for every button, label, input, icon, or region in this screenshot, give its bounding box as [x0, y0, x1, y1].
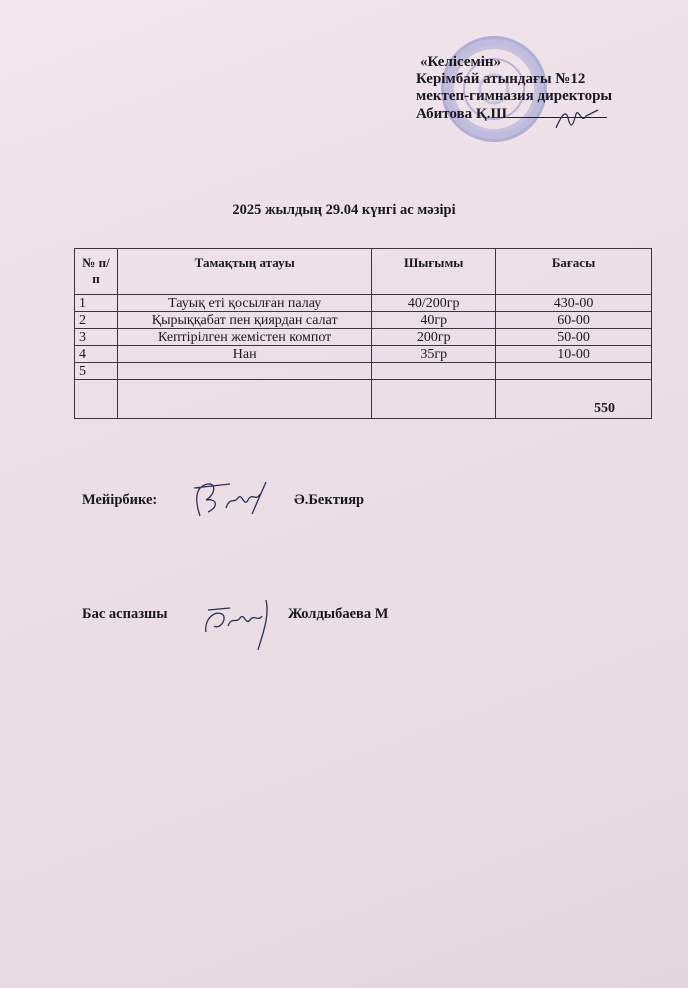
cell-yield: 40/200гр: [372, 295, 496, 312]
nurse-signature: [186, 478, 278, 522]
table-row: [75, 346, 652, 363]
table-row: [75, 295, 652, 312]
cell-num: 2: [75, 312, 118, 329]
nurse-name: Ә.Бектияр: [294, 492, 365, 508]
chef-role: Бас аспазшы: [82, 606, 168, 622]
table-row: [75, 312, 652, 329]
table-row: [75, 363, 652, 380]
table-header-row: [75, 249, 652, 295]
cell-price: 430-00: [496, 295, 652, 312]
cell-yield: 200гр: [372, 329, 496, 346]
cell-name: Қырыққабат пен қиярдан салат: [117, 312, 371, 329]
cell-num: 3: [75, 329, 118, 346]
cell-yield: [372, 363, 496, 380]
cell-name: Кептірілген жемістен компот: [117, 329, 371, 346]
cell-num: 1: [75, 295, 118, 312]
header-num: № п/п: [75, 249, 118, 295]
header-name: Тамақтың атауы: [117, 249, 371, 295]
chef-name: Жолдыбаева М: [288, 606, 389, 622]
cell-yield: 35гр: [372, 346, 496, 363]
cell-price: 10-00: [496, 346, 652, 363]
cell-yield: 40гр: [372, 312, 496, 329]
nurse-role: Мейірбике:: [82, 492, 158, 508]
cell-num: 5: [75, 363, 118, 380]
approval-school: Керімбай атындағы №12: [416, 71, 586, 87]
cell-num: 4: [75, 346, 118, 363]
approval-position: мектеп-гимназия директоры: [416, 88, 613, 104]
chef-signature: [200, 596, 286, 652]
approval-block: [416, 54, 666, 123]
approval-heading: «Келісемін»: [420, 54, 502, 70]
cell-price: 60-00: [496, 312, 652, 329]
header-yield: Шығымы: [372, 249, 496, 295]
total-price: 550: [496, 380, 652, 419]
header-price: Бағасы: [496, 249, 652, 295]
director-signature: [552, 104, 602, 134]
cell-name: Тауық еті қосылған палау: [117, 295, 371, 312]
table-total-row: [75, 380, 652, 419]
document-title: 2025 жылдың 29.04 күнгі ас мәзірі: [232, 202, 456, 218]
menu-table: [74, 248, 652, 419]
cell-price: [496, 363, 652, 380]
approval-director-name: Абитова Қ.Ш: [416, 106, 507, 122]
cell-name: [117, 363, 371, 380]
table-row: [75, 329, 652, 346]
approval-director: [416, 105, 666, 123]
cell-name: Нан: [117, 346, 371, 363]
cell-price: 50-00: [496, 329, 652, 346]
